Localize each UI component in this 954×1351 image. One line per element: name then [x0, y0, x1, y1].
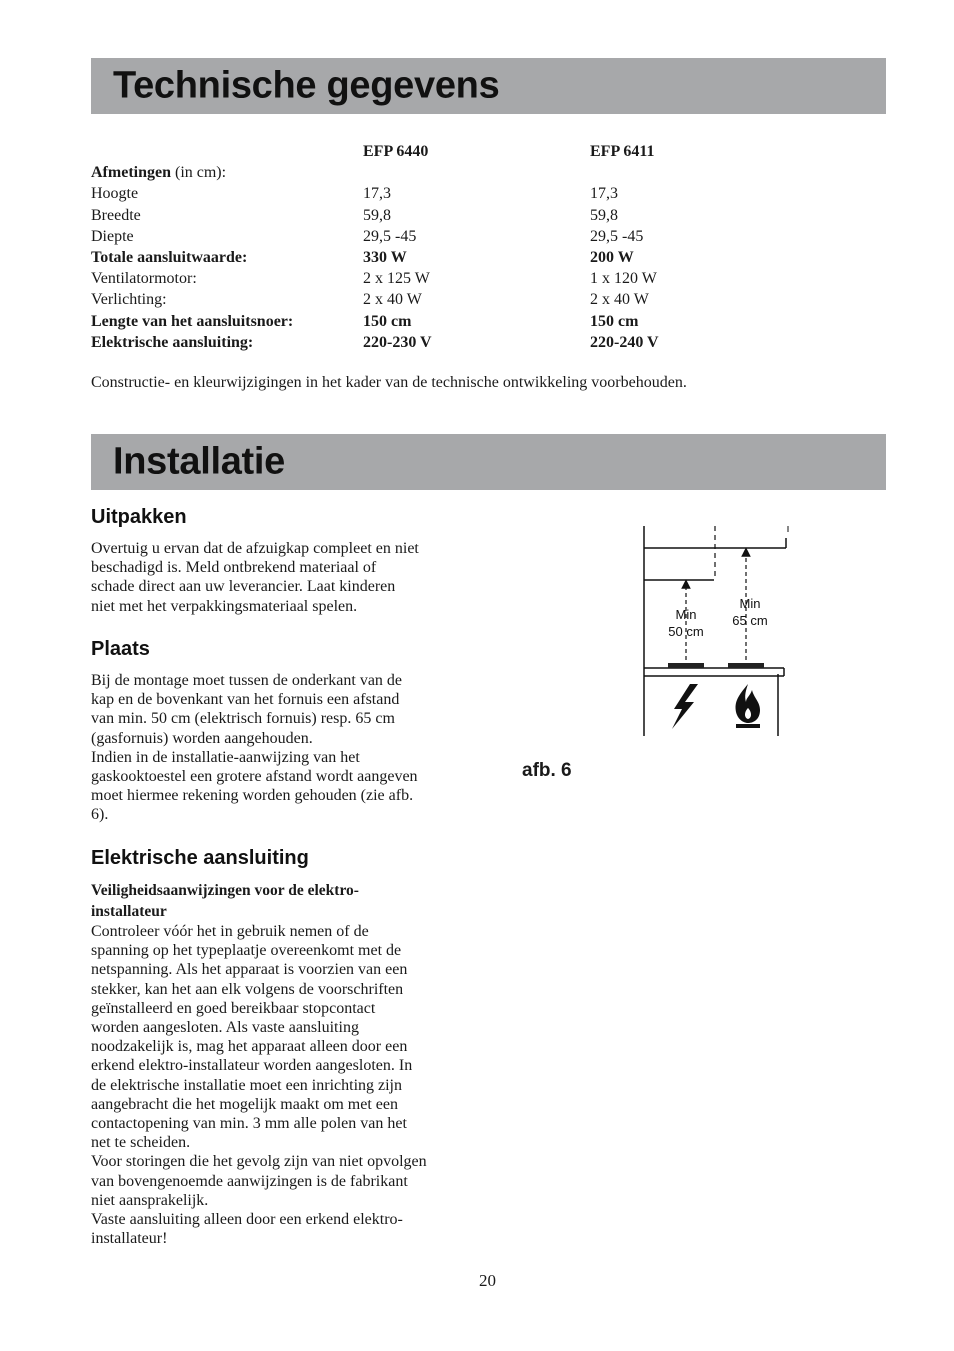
label-distance-50: 50 cm: [668, 624, 704, 639]
spec-label: [91, 311, 293, 332]
text-line: niet aansprakelijk.: [91, 1191, 209, 1209]
spec-label-text: Breedte: [91, 206, 141, 224]
page-number: 20: [479, 1271, 496, 1290]
spec-label: [91, 247, 247, 268]
text-line: gaskooktoestel een grotere afstand wordt aangeven: [91, 768, 418, 786]
spec-label-text: Totale aansluitwaarde:: [91, 248, 248, 266]
spec-value-efp6440: 2 x 125 W: [363, 270, 430, 288]
spec-label: [91, 289, 167, 310]
text-line: Bij de montage moet tussen de onderkant van de: [91, 672, 403, 689]
heading-elektrische-aansluiting: Elektrische aansluiting: [91, 847, 309, 869]
spec-label-text: Lengte van het aansluitsnoer:: [91, 312, 294, 330]
section-title: Installatie: [113, 440, 285, 483]
spec-value-efp6440: 2 x 40 W: [363, 291, 422, 309]
spec-value-efp6440: 29,5 -45: [363, 227, 417, 245]
clearance-diagram: [640, 524, 790, 744]
label-min-left: Min: [675, 607, 697, 622]
text-line: van min. 50 cm (elektrisch fornuis) resp. 65 cm: [91, 710, 395, 728]
text-line: beschadigd is. Meld ontbrekend materiaal of: [91, 559, 377, 577]
text-line: niet met het verpakkingsmateriaal spelen.: [91, 597, 358, 615]
section-banner-installation: [91, 434, 886, 490]
spec-value-efp6440: 17,3: [363, 185, 391, 203]
figure-caption: afb. 6: [522, 760, 572, 781]
spec-value-efp6411: 1 x 120 W: [590, 270, 657, 288]
text-line: van bovengenoemde aanwijzingen is de fabrikant: [91, 1172, 408, 1190]
section-banner-technical: [91, 58, 886, 114]
text-line: installateur: [91, 903, 167, 920]
text-line: schade direct aan uw leverancier. Laat kinderen: [91, 578, 396, 596]
spec-value-efp6411: 17,3: [590, 185, 618, 203]
spec-value-efp6411: 220-240 V: [590, 333, 659, 351]
text-line: netspanning. Als het apparaat is voorzien van een: [91, 961, 408, 979]
disclaimer-note: Constructie- en kleurwijzigingen in het kader van de technische ontwikkeling voorbehouden.: [91, 374, 687, 391]
text-line: Overtuig u ervan dat de afzuigkap compleet en niet: [91, 540, 419, 557]
heading-uitpakken: Uitpakken: [91, 506, 187, 528]
text-line: Controleer vóór het in gebruik nemen of de: [91, 923, 369, 940]
text-line: de elektrische installatie moet een inrichting zijn: [91, 1076, 402, 1094]
paragraph-elektrisch: [91, 880, 461, 1248]
model-header: EFP 6411: [590, 143, 655, 160]
spec-label: [91, 268, 197, 289]
spec-label: [91, 162, 226, 183]
model-header: EFP 6440: [363, 143, 429, 160]
paragraph-elektrisch-body: [91, 922, 461, 1248]
spec-value-efp6411: 150 cm: [590, 312, 639, 330]
text-line: erkend elektro-installateur worden aangesloten. In: [91, 1057, 413, 1075]
label-min-right: Min: [739, 596, 761, 611]
text-line: (gasfornuis) worden aangehouden.: [91, 729, 313, 747]
text-line: stekker, kan het aan elk volgens de voorschriften: [91, 980, 404, 998]
spec-label: [91, 226, 134, 247]
lightning-icon: [672, 684, 698, 729]
spec-value-efp6440: 59,8: [363, 206, 391, 224]
spec-value-efp6411: 200 W: [590, 248, 634, 266]
text-line: noodzakelijk is, mag het apparaat alleen door een: [91, 1038, 408, 1056]
text-line: Voor storingen die het gevolg zijn van niet opvolgen: [91, 1153, 427, 1171]
spec-label-text: Hoogte: [91, 185, 139, 203]
spec-label-text: Afmetingen: [91, 164, 171, 182]
spec-label-suffix: (in cm):: [170, 164, 227, 182]
text-line: moet hiermee rekening worden gehouden (zie afb.: [91, 787, 414, 805]
spec-label: [91, 332, 253, 353]
text-line: Veiligheidsaanwijzingen voor de elektro-: [91, 882, 359, 899]
spec-label-text: Verlichting:: [91, 291, 167, 309]
spec-value-efp6440: 150 cm: [363, 312, 412, 330]
gas-flame-icon: [736, 684, 761, 728]
spec-value-efp6440: 330 W: [363, 248, 407, 266]
spec-label-text: Diepte: [91, 227, 134, 245]
text-line: 6).: [91, 806, 109, 824]
heading-plaats: Plaats: [91, 638, 150, 660]
text-line: contactopening van min. 3 mm alle polen van het: [91, 1115, 407, 1133]
spec-value-efp6440: 220-230 V: [363, 333, 432, 351]
text-line: worden aangesloten. Als vaste aansluiting: [91, 1019, 359, 1037]
text-line: Indien in de installatie-aanwijzing van het: [91, 748, 360, 766]
spec-value-efp6411: 2 x 40 W: [590, 291, 649, 309]
subheading-safety: [91, 880, 461, 922]
text-line: aangebracht die het mogelijk maakt om met een: [91, 1095, 398, 1113]
spec-value-efp6411: 29,5 -45: [590, 227, 644, 245]
text-line: kap en de bovenkant van het fornuis een afstand: [91, 691, 400, 709]
paragraph-plaats: [91, 671, 461, 825]
text-line: net te scheiden.: [91, 1134, 191, 1152]
text-line: geïnstalleerd en goed bereikbaar stopcontact: [91, 999, 376, 1017]
text-line: Vaste aansluiting alleen door een erkend elektro-: [91, 1211, 403, 1229]
text-line: spanning op het typeplaatje overeenkomt met de: [91, 942, 402, 960]
spec-label-text: Ventilatormotor:: [91, 270, 197, 288]
text-line: installateur!: [91, 1230, 168, 1248]
spec-value-efp6411: 59,8: [590, 206, 618, 224]
spec-label-text: Elektrische aansluiting:: [91, 333, 254, 351]
section-title: Technische gegevens: [113, 64, 500, 107]
paragraph-uitpakken: [91, 539, 461, 616]
spec-label: [91, 205, 141, 226]
label-distance-65: 65 cm: [732, 613, 768, 628]
spec-label: [91, 183, 138, 204]
